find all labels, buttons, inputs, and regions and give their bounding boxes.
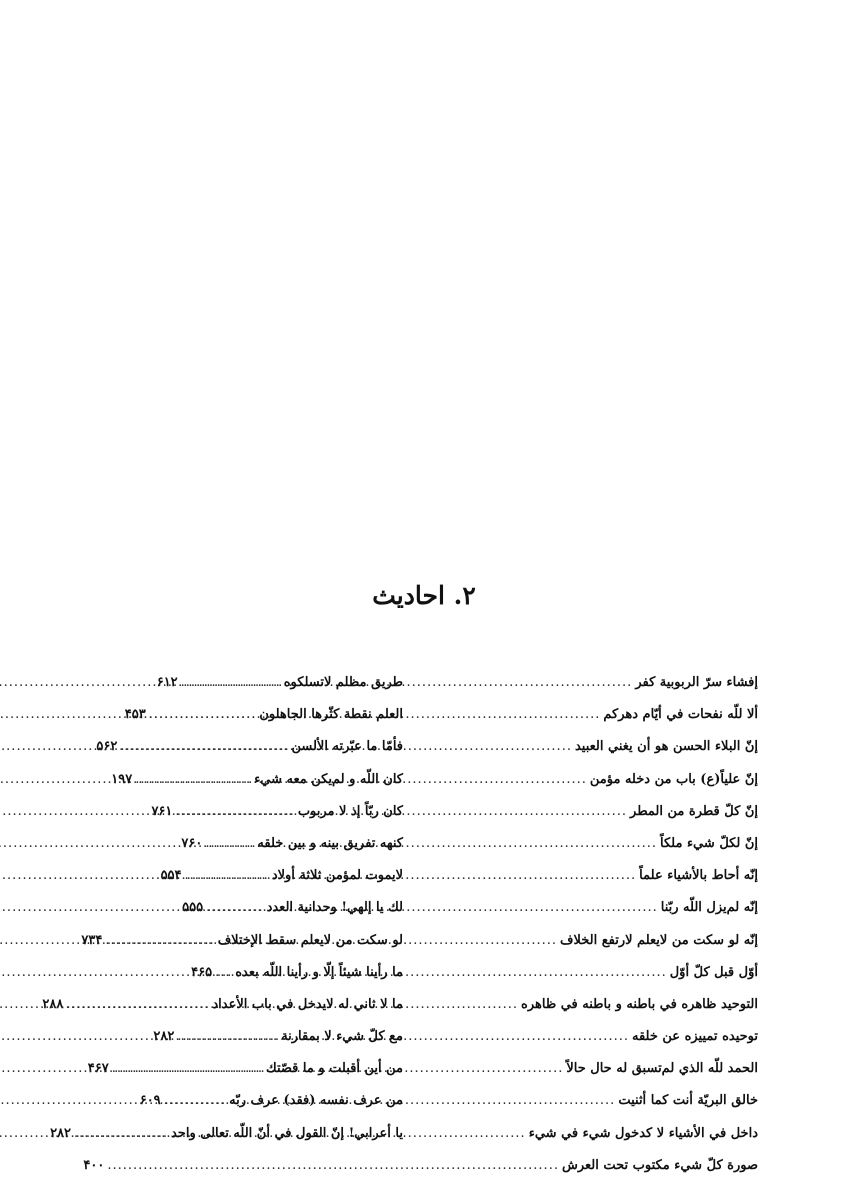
index-entry — [93, 731, 403, 763]
index-entry — [93, 1118, 403, 1150]
entry-text: طريق مظلم لاتسلكوه — [283, 675, 403, 690]
entry-page: ۲۸۲ — [153, 1029, 175, 1045]
leader-dots — [0, 957, 235, 989]
leader-dots — [0, 925, 218, 957]
entry-text: فأمّا ما عبّرته الألسن — [291, 739, 403, 755]
leader-dots — [0, 828, 257, 860]
entry-page: ۶۰۹ — [139, 1093, 161, 1109]
leader-dots — [0, 699, 259, 731]
entry-page: ۲۸۸ — [42, 996, 64, 1012]
leader-dots — [104, 1150, 562, 1182]
entry-page: ۴۶۷ — [87, 1061, 109, 1077]
entry-text: إنّ علياً(ع) باب من دخله مؤمن — [589, 771, 758, 787]
entry-text: لو سكت من لايعلم سقط الإختلاف — [217, 932, 403, 948]
index-entry — [83, 1150, 758, 1182]
entry-page: ۵۵۵ — [182, 900, 204, 916]
leader-dots — [0, 1053, 266, 1085]
entry-text: الحمد للّه الذي لم‌تسبق له حال حالاً — [566, 1061, 758, 1077]
entry-page: ۱۹۷ — [111, 771, 133, 787]
entry-text: إنّ البلاء الحسن هو أن يغني العبيد — [574, 739, 758, 755]
leader-dots — [0, 1085, 229, 1117]
entry-text: كنهه تفريق بينه و بين خلقه — [257, 835, 403, 851]
index-entry — [93, 860, 403, 892]
index-entry — [93, 989, 403, 1021]
entry-text: إنّه أحاط بالأشياء علماً — [639, 868, 758, 884]
entry-text: إنّ لكلّ شيء ملكاً — [660, 835, 758, 851]
index-entry — [93, 1085, 403, 1117]
entry-page: ۴۰۰ — [83, 1157, 105, 1173]
entry-text: إنّه لو سكت من لايعلم لارتفع الخلاف — [560, 932, 758, 948]
leader-dots — [0, 892, 267, 924]
leader-dots — [0, 989, 212, 1021]
index-entry — [93, 1021, 403, 1053]
entry-text: خالق البريّة أنت كما أثنيت — [618, 1093, 758, 1109]
entry-page: ۴۶۵ — [191, 964, 213, 980]
index-entry — [93, 796, 403, 828]
entry-text: صورة كلّ شيء مكتوب تحت العرش — [561, 1157, 758, 1173]
index-entry — [93, 925, 403, 957]
index-entry — [93, 828, 403, 860]
index-column-left — [93, 667, 403, 1150]
entry-text: لايموت لمؤمن ثلاثة أولاد — [271, 868, 403, 884]
entry-page: ۴۵۳ — [124, 707, 146, 723]
entry-text: العلم نقطة كثّرها الجاهلون — [259, 707, 403, 723]
leader-dots — [0, 796, 298, 828]
entry-page: ۲۸۲ — [50, 1125, 72, 1141]
entry-text: كان ربّاً إذ لا مربوب — [297, 803, 403, 819]
index-entry — [93, 667, 403, 699]
entry-text: إنّه لم‌يزل اللّه ربّنا — [660, 900, 758, 916]
entry-page: ۷۶۰ — [181, 835, 203, 851]
entry-text: ألا للّه نفحات في أيّام دهركم — [603, 707, 758, 723]
entry-text: لك يا إلهي! وحدانية العدد — [266, 900, 403, 916]
leader-dots — [0, 667, 284, 699]
index-entry — [93, 892, 403, 924]
entry-text: إفشاء سرّ الربوبية كفر — [635, 675, 758, 690]
index-entry — [93, 699, 403, 731]
entry-text: إنّ كلّ قطرة من المطر — [630, 803, 758, 819]
entry-page: ۵۵۴ — [160, 868, 182, 884]
entry-page: ۷۳۴ — [81, 932, 103, 948]
index-entry — [93, 764, 403, 796]
index-entry — [93, 1053, 403, 1085]
entry-page: ۵۶۲ — [96, 739, 118, 755]
entry-text: يا أعرابي! إنّ القول في أنّ اللّه تعالى واحد — [170, 1125, 403, 1141]
entry-text: كان اللّه و لم‌يكن معه شيء — [254, 771, 403, 787]
entry-text: داخل في الأشياء لا كدخول شيء في شيء — [528, 1125, 758, 1141]
leader-dots — [0, 860, 272, 892]
entry-page: ۷۶۱ — [151, 803, 173, 819]
leader-dots — [0, 1021, 281, 1053]
entry-text: ما رأينا شيئاً إلّا و رأينا اللّه بعده — [235, 964, 403, 980]
entry-page: ۶۱۲ — [156, 675, 178, 690]
index-entry — [93, 957, 403, 989]
leader-dots — [0, 764, 254, 796]
section-heading: ۲. احادیث — [372, 581, 476, 610]
entry-text: من أين أقبلت و ما قصّتك — [265, 1061, 403, 1077]
entry-text: توحيده تمييزه عن خلقه — [631, 1029, 758, 1045]
entry-text: مع كلّ شيء لا بمقارنة — [281, 1029, 403, 1045]
leader-dots — [0, 1118, 171, 1150]
entry-text: التوحيد ظاهره في باطنه و باطنه في ظاهره — [521, 996, 758, 1012]
leader-dots — [0, 731, 291, 763]
entry-text: ما لا ثاني له لايدخل في باب الأعداد — [212, 996, 403, 1012]
entry-text: من عرف نفسه (فقد) عرف ربّه — [229, 1093, 403, 1109]
entry-text: أوّل قبل كلّ أوّل — [669, 964, 758, 980]
